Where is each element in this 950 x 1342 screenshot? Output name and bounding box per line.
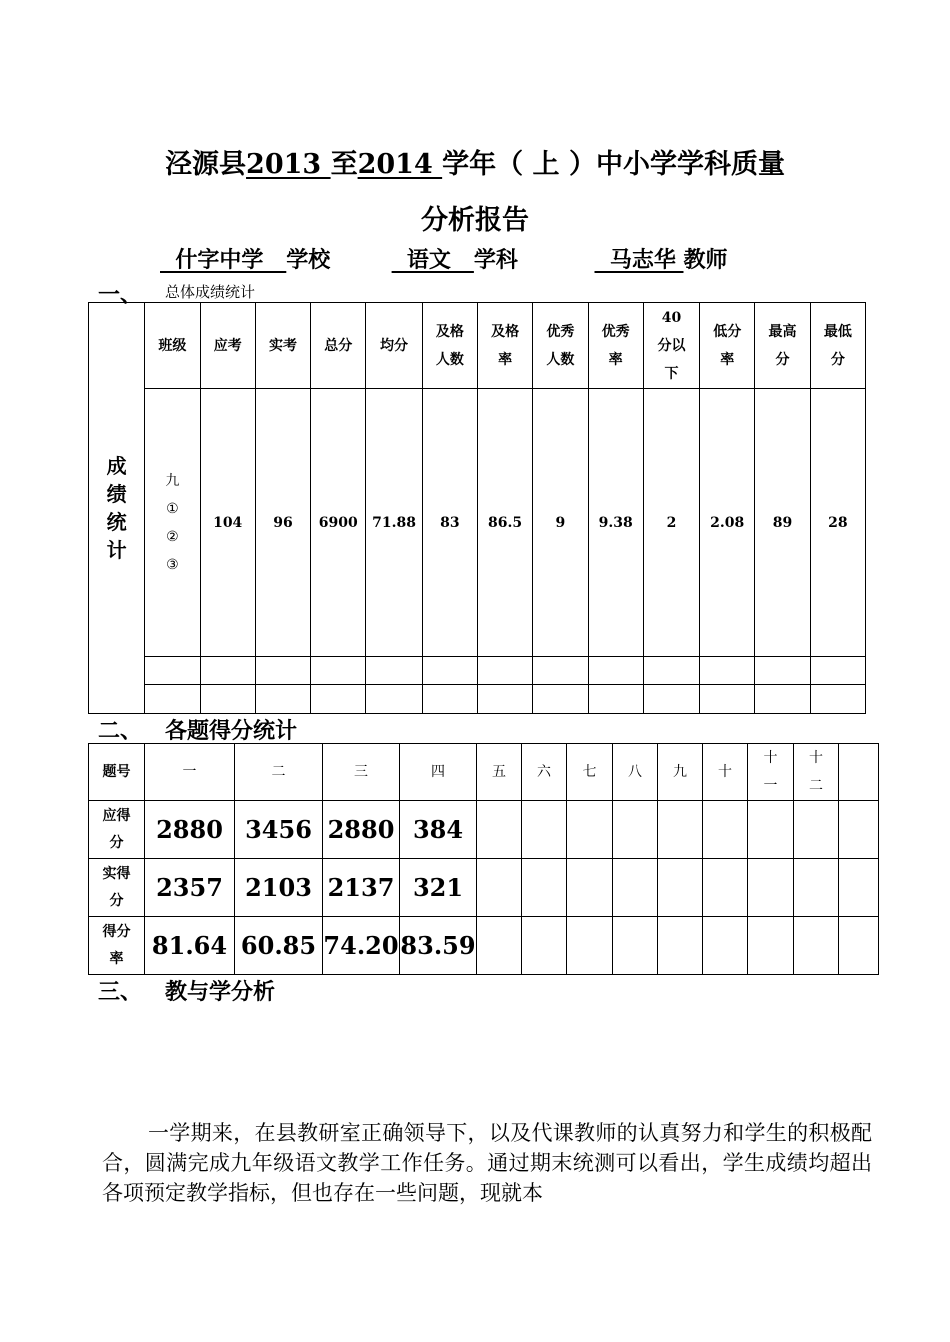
value-cell: 83 [422, 389, 477, 657]
value-cell: 86.5 [477, 389, 532, 657]
empty-cell [366, 685, 422, 714]
stats-side-label: 成 绩 统 计 [89, 303, 145, 714]
info-line: 什字中学 学校 语文 学科 马志华 教师 [160, 247, 728, 273]
empty-cell [755, 657, 810, 685]
question-header: 一 [145, 744, 235, 801]
empty-cell [755, 685, 810, 714]
col-header: 最低分 [810, 303, 865, 389]
section3-heading: 三、 教与学分析 [98, 979, 276, 1005]
empty-cell [839, 801, 879, 859]
empty-cell [839, 917, 879, 975]
question-header: 十二 [794, 744, 839, 801]
col-header: 40分以下 [643, 303, 699, 389]
empty-cell [658, 801, 703, 859]
empty-cell [200, 657, 255, 685]
empty-cell [748, 917, 794, 975]
question-header: 十 [703, 744, 748, 801]
col-header: 优秀率 [588, 303, 643, 389]
question-header: 九 [658, 744, 703, 801]
subject-name: 语文 [391, 247, 474, 273]
score-cell: 60.85 [235, 917, 323, 975]
empty-cell [658, 859, 703, 917]
value-cell: 96 [255, 389, 310, 657]
empty-cell [422, 657, 477, 685]
question-header: 二 [235, 744, 323, 801]
empty-cell [643, 685, 699, 714]
empty-cell [794, 859, 839, 917]
class-cell: 九 ① ② ③ [145, 389, 200, 657]
col-header: 最高分 [755, 303, 810, 389]
question-header: 十一 [748, 744, 794, 801]
empty-cell [794, 801, 839, 859]
empty-cell [810, 685, 865, 714]
value-cell: 89 [755, 389, 810, 657]
empty-cell [613, 859, 658, 917]
empty-cell [839, 859, 879, 917]
question-header: 八 [613, 744, 658, 801]
empty-cell [477, 685, 532, 714]
empty-cell [794, 917, 839, 975]
empty-cell [477, 657, 532, 685]
col-header: 均分 [366, 303, 422, 389]
row-label: 实得分 [89, 859, 145, 917]
empty-cell [658, 917, 703, 975]
score-cell: 2103 [235, 859, 323, 917]
col-header: 应考 [200, 303, 255, 389]
score-cell: 321 [400, 859, 477, 917]
question-header [839, 744, 879, 801]
overall-stats-table [88, 302, 866, 714]
empty-cell [145, 685, 200, 714]
value-cell: 2 [643, 389, 699, 657]
section1-number: 一、 [98, 282, 143, 308]
question-header: 七 [567, 744, 613, 801]
empty-cell [567, 859, 613, 917]
empty-cell [700, 685, 755, 714]
empty-cell [311, 657, 366, 685]
score-cell: 2880 [323, 801, 400, 859]
value-cell: 9.38 [588, 389, 643, 657]
col-header: 班级 [145, 303, 200, 389]
col-header: 优秀人数 [533, 303, 588, 389]
empty-cell [477, 917, 522, 975]
report-title-line2: 分析报告 [421, 205, 529, 236]
col-header: 低分率 [700, 303, 755, 389]
question-header: 四 [400, 744, 477, 801]
question-score-table [88, 743, 879, 975]
empty-cell [255, 657, 310, 685]
empty-cell [613, 917, 658, 975]
empty-cell [422, 685, 477, 714]
value-cell: 104 [200, 389, 255, 657]
question-header: 五 [477, 744, 522, 801]
empty-cell [567, 917, 613, 975]
value-cell: 6900 [311, 389, 366, 657]
empty-cell [700, 657, 755, 685]
empty-cell [311, 685, 366, 714]
empty-cell [643, 657, 699, 685]
score-cell: 384 [400, 801, 477, 859]
empty-cell [533, 685, 588, 714]
empty-cell [522, 859, 567, 917]
col-header: 总分 [311, 303, 366, 389]
value-cell: 28 [810, 389, 865, 657]
teacher-name: 马志华 [594, 247, 684, 273]
empty-cell [588, 685, 643, 714]
empty-cell [477, 801, 522, 859]
empty-cell [588, 657, 643, 685]
empty-cell [703, 917, 748, 975]
score-cell: 83.59 [400, 917, 477, 975]
empty-cell [567, 801, 613, 859]
col-header: 实考 [255, 303, 310, 389]
header-label: 题号 [89, 744, 145, 801]
col-header: 及格人数 [422, 303, 477, 389]
value-cell: 2.08 [700, 389, 755, 657]
empty-cell [748, 801, 794, 859]
empty-cell [522, 917, 567, 975]
col-header: 及格率 [477, 303, 532, 389]
row-label: 应得分 [89, 801, 145, 859]
question-header: 三 [323, 744, 400, 801]
empty-cell [533, 657, 588, 685]
empty-cell [366, 657, 422, 685]
score-cell: 74.20 [323, 917, 400, 975]
empty-cell [145, 657, 200, 685]
score-cell: 81.64 [145, 917, 235, 975]
score-cell: 2137 [323, 859, 400, 917]
score-cell: 2880 [145, 801, 235, 859]
value-cell: 71.88 [366, 389, 422, 657]
question-header: 六 [522, 744, 567, 801]
section1-label: 总体成绩统计 [165, 283, 256, 301]
section2-heading: 二、 各题得分统计 [98, 718, 298, 744]
empty-cell [703, 801, 748, 859]
score-cell: 3456 [235, 801, 323, 859]
empty-cell [810, 657, 865, 685]
empty-cell [477, 859, 522, 917]
school-name: 什字中学 [160, 247, 287, 273]
empty-cell [613, 801, 658, 859]
empty-cell [255, 685, 310, 714]
empty-cell [748, 859, 794, 917]
empty-cell [703, 859, 748, 917]
empty-cell [200, 685, 255, 714]
score-cell: 2357 [145, 859, 235, 917]
row-label: 得分率 [89, 917, 145, 975]
analysis-paragraph: 一学期来，在县教研室正确领导下，以及代课教师的认真努力和学生的积极配合，圆满完成九年级语文教学工作任务。通过期末统测可以看出，学生成绩均超出各项预定教学指标，但也存在一些问题，现就本 [102, 1121, 872, 1205]
empty-cell [522, 801, 567, 859]
value-cell: 9 [533, 389, 588, 657]
report-title: 泾源县2013 至2014 学年（ 上 ）中小学学科质量 [165, 149, 785, 180]
